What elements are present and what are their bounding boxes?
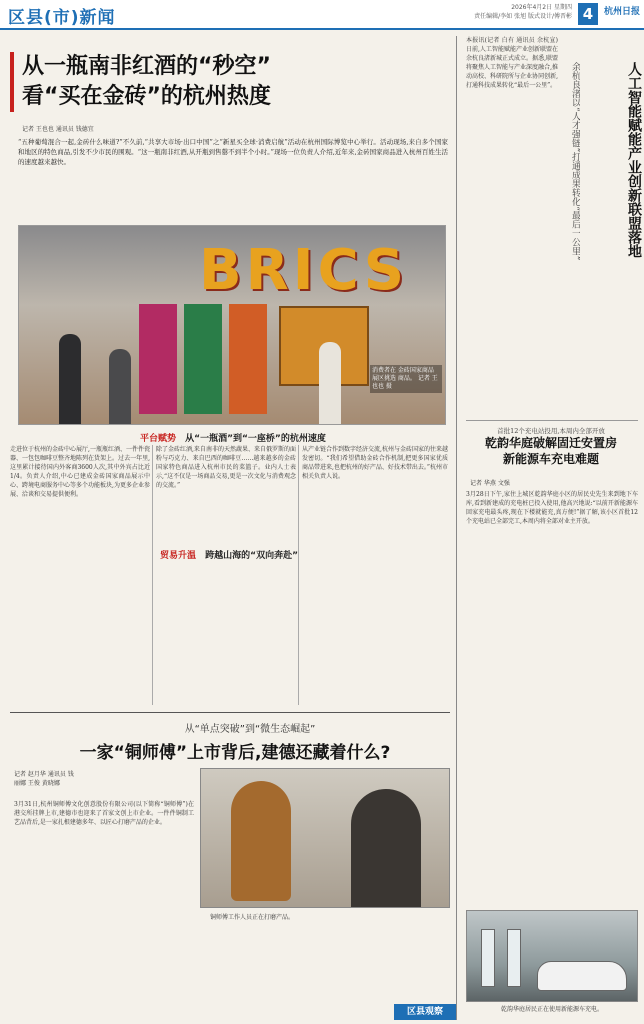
main-lead: “五种葡萄混合一起,金砖什么味道?”不久前,“共享大市场·出口中国”之“新星买全球·消费启航”活动在杭州国际博览中心举行。活动现场,来自多个国家和地区的特色商品,引发不少市民的围观。“这一瓶南非红酒,从开瓶到售罄不到半个小时。”现场一位负责人介绍,近年来,金砖国家商品进入杭州百姓生活的速度越来越快。 — [18, 138, 448, 166]
main-headline-line2: 看“买在金砖”的杭州热度 — [22, 84, 271, 109]
charging-pile — [481, 929, 495, 987]
bottom-photo — [200, 768, 450, 908]
bottom-article-headline: 一家“铜师傅”上市背后,建德还藏着什么? — [79, 743, 391, 763]
bottom-section-divider — [10, 712, 450, 713]
page-column-divider — [456, 36, 457, 1020]
subhead-platform — [140, 431, 326, 444]
right-article-body: 本报讯(记者 白有 通讯员 余杭宣)日前,人工智能赋能产业创新联盟在余杭良渚新城正式成立。据悉,联盟将聚焦人工智能与产业深度融合,推动高校、科研院所与企业协同创新,打通科技成果转化“最后一公里”。 — [466, 37, 558, 89]
subhead-trade — [160, 548, 298, 561]
right-article2-title-line2: 新能源车充电难题 — [502, 452, 599, 466]
copper-statue — [231, 781, 291, 901]
right-article2-byline: 记者 华燕 文强 — [470, 480, 510, 487]
display-panel — [139, 304, 177, 414]
column-tag-badge: 区县观察 — [394, 1004, 456, 1020]
charging-photo-caption: 乾韵华庭居民正在使用新能源车充电。 — [500, 1006, 603, 1013]
subhead-tag: 平台赋势 — [140, 434, 177, 444]
subhead-tag: 贸易升温 — [160, 551, 197, 561]
subhead-text: 从“一瓶酒”到“一座桥”的杭州速度 — [185, 434, 326, 444]
main-photo-caption: 消费者在 金砖国家商品 展区挑选 商品。 记者 王也也 摄 — [370, 365, 442, 393]
headline-accent-bar — [10, 52, 14, 112]
column-divider — [298, 445, 299, 705]
display-panel — [184, 304, 222, 414]
craftsman-figure — [351, 789, 421, 908]
right-article2-title-line1: 乾韵华庭破解固迁安置房 — [484, 436, 617, 450]
display-panel — [229, 304, 267, 414]
visitor-figure — [59, 334, 81, 424]
date-line: 2026年4月2日 星期四 — [511, 4, 572, 11]
paper-logo: 杭州日报 — [603, 7, 640, 17]
column-divider — [152, 445, 153, 705]
main-column-2: 除了金砖红酒,来自南非的天然蔬果、来自俄罗斯的面粉与巧克力、来自巴西的咖啡豆……越来越多的金砖国家特色商品进入杭州市民的菜篮子。业内人士表示,“这不仅是一场商品交易,更是一次文化与消费观念的交流。” — [156, 446, 296, 489]
header-meta — [474, 3, 572, 21]
car-shape — [537, 961, 627, 991]
right-article-title: 人工智能赋能产业创新联盟落地 — [626, 62, 642, 258]
right-article2-body: 3月28日下午,家住上城区乾韵华庭小区的居民史先生来到地下车库,看到新建成的充电桩已投入使用,他高兴地说:“以前开新能源车回家充电最头疼,现在下楼就能充,真方便!”据了解,该小区首批12个充电站已全部完工,本周内将全部对业主开放。 — [466, 491, 638, 525]
bottom-article-kicker: 从“单点突破”到“微生态崛起” — [184, 724, 316, 735]
section-title: 区县(市)新闻 — [8, 8, 116, 28]
page-number: 4 — [578, 3, 598, 25]
bottom-article-byline: 记者 赵月华 通讯员 钱丽娜 王俊 黄晓娜 — [14, 771, 74, 787]
bottom-article-body: 3月31日,杭州铜师傅文化创意股份有限公司(以下简称“铜师傅”)在港交所挂牌上市,建德市也迎来了首家文创上市企业。一件件铜制工艺品背后,是一家扎根建德多年、以匠心打磨产品的企业。 — [14, 801, 194, 826]
bottom-photo-caption: 铜师傅工作人员正在打磨产品。 — [210, 914, 295, 921]
editor-line: 责任编辑/李如 张旭 版式设计/傅晋彬 — [474, 13, 572, 20]
right-article-subtitle: 余杭良渚以“人才强链”打通成果转化“最后一公里” — [570, 62, 580, 261]
main-column-3: 从产业链合作到数字经济交流,杭州与金砖国家的往来越发密切。“我们希望借助金砖合作机制,把更多国家优质商品带进来,也把杭州的好产品、好技术带出去。”杭州市相关负责人说。 — [302, 446, 448, 480]
right-article2-header — [466, 426, 636, 467]
main-photo — [18, 225, 446, 425]
main-headline-line1: 从一瓶南非红酒的“秒空” — [22, 54, 271, 79]
charging-pile — [507, 929, 521, 987]
visitor-figure — [319, 342, 341, 424]
main-headline — [22, 52, 462, 112]
page-header — [0, 0, 644, 30]
subhead-text: 跨越山海的“双向奔赴” — [205, 551, 298, 561]
main-byline: 记者 王也也 通讯员 钱德宜 — [22, 126, 94, 133]
visitor-figure — [109, 349, 131, 424]
right-article2-kicker: 首批12个充电站投用,本周内全部开放 — [497, 427, 605, 435]
section-divider — [466, 420, 638, 421]
charging-photo — [466, 910, 638, 1002]
main-column-1: 走进位于杭州的金砖中心展厅,一瓶瓶红酒、一件件瓷器、一包包咖啡豆整齐地陈列在货架上。过去一年里,这里累计接待国内外客商3600人次,其中外宾占比近1/4。负责人介绍,中心已建成金砖国家商品展示中心、跨境电商服务中心等多个功能板块,为更多企业参展、洽谈和交易提供便利。 — [10, 446, 150, 498]
brics-sign: BRICS — [199, 238, 409, 303]
